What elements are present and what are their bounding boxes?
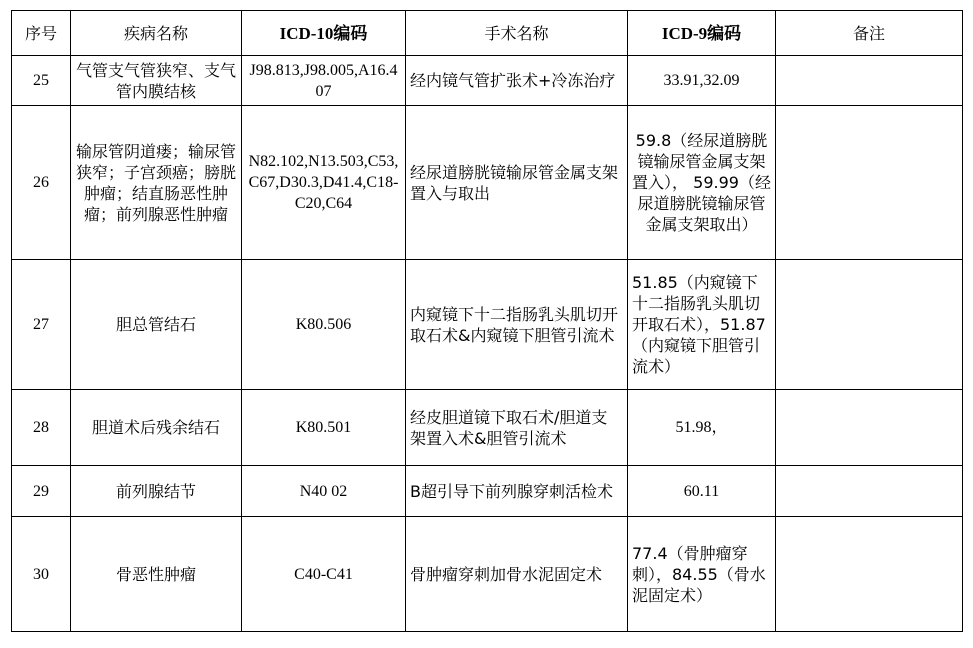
cell-disease: 前列腺结节 — [71, 466, 242, 517]
cell-disease: 胆总管结石 — [71, 260, 242, 390]
cell-note — [776, 390, 963, 466]
cell-surgery: 内窥镜下十二指肠乳头肌切开取石术&内窥镜下胆管引流术 — [406, 260, 628, 390]
cell-surgery: B超引导下前列腺穿刺活检术 — [406, 466, 628, 517]
cell-seq: 26 — [12, 106, 71, 260]
cell-seq: 29 — [12, 466, 71, 517]
table-row — [12, 517, 963, 632]
table-row — [12, 56, 963, 106]
cell-icd10: C40-C41 — [242, 517, 406, 632]
table-row — [12, 466, 963, 517]
header-icd9: ICD-9编码 — [628, 11, 776, 56]
cell-icd10: J98.813,J98.005,A16.407 — [242, 56, 406, 106]
cell-seq: 30 — [12, 517, 71, 632]
cell-note — [776, 106, 963, 260]
cell-icd10: N40 02 — [242, 466, 406, 517]
cell-icd10: K80.501 — [242, 390, 406, 466]
header-row — [12, 11, 963, 56]
cell-surgery: 骨肿瘤穿刺加骨水泥固定术 — [406, 517, 628, 632]
cell-disease: 胆道术后残余结石 — [71, 390, 242, 466]
code-table — [11, 10, 963, 632]
cell-icd9: 51.98， — [628, 390, 776, 466]
cell-note — [776, 466, 963, 517]
cell-disease: 输尿管阴道瘘；输尿管狭窄；子宫颈癌；膀胱肿瘤；结直肠恶性肿瘤；前列腺恶性肿瘤 — [71, 106, 242, 260]
cell-seq: 28 — [12, 390, 71, 466]
table-row — [12, 106, 963, 260]
cell-surgery: 经皮胆道镜下取石术/胆道支架置入术&胆管引流术 — [406, 390, 628, 466]
table-row — [12, 260, 963, 390]
table-row — [12, 390, 963, 466]
cell-note — [776, 56, 963, 106]
cell-icd10: N82.102,N13.503,C53,C67,D30.3,D41.4,C18-C20,C64 — [242, 106, 406, 260]
header-icd10: ICD-10编码 — [242, 11, 406, 56]
cell-note — [776, 260, 963, 390]
cell-icd9: 59.8（经尿道膀胱镜输尿管金属支架置入）， 59.99（经尿道膀胱镜输尿管金属支架取出） — [628, 106, 776, 260]
cell-surgery: 经内镜气管扩张术+冷冻治疗 — [406, 56, 628, 106]
cell-icd9: 51.85（内窥镜下十二指肠乳头肌切开取石术），51.87（内窥镜下胆管引流术） — [628, 260, 776, 390]
cell-disease: 骨恶性肿瘤 — [71, 517, 242, 632]
cell-seq: 27 — [12, 260, 71, 390]
header-seq: 序号 — [12, 11, 71, 56]
header-disease: 疾病名称 — [71, 11, 242, 56]
cell-note — [776, 517, 963, 632]
header-surgery: 手术名称 — [406, 11, 628, 56]
cell-surgery: 经尿道膀胱镜输尿管金属支架置入与取出 — [406, 106, 628, 260]
header-note: 备注 — [776, 11, 963, 56]
cell-icd10: K80.506 — [242, 260, 406, 390]
cell-disease: 气管支气管狭窄、支气管内膜结核 — [71, 56, 242, 106]
cell-icd9: 33.91,32.09 — [628, 56, 776, 106]
cell-icd9: 60.11 — [628, 466, 776, 517]
cell-icd9: 77.4（骨肿瘤穿刺），84.55（骨水泥固定术） — [628, 517, 776, 632]
cell-seq: 25 — [12, 56, 71, 106]
